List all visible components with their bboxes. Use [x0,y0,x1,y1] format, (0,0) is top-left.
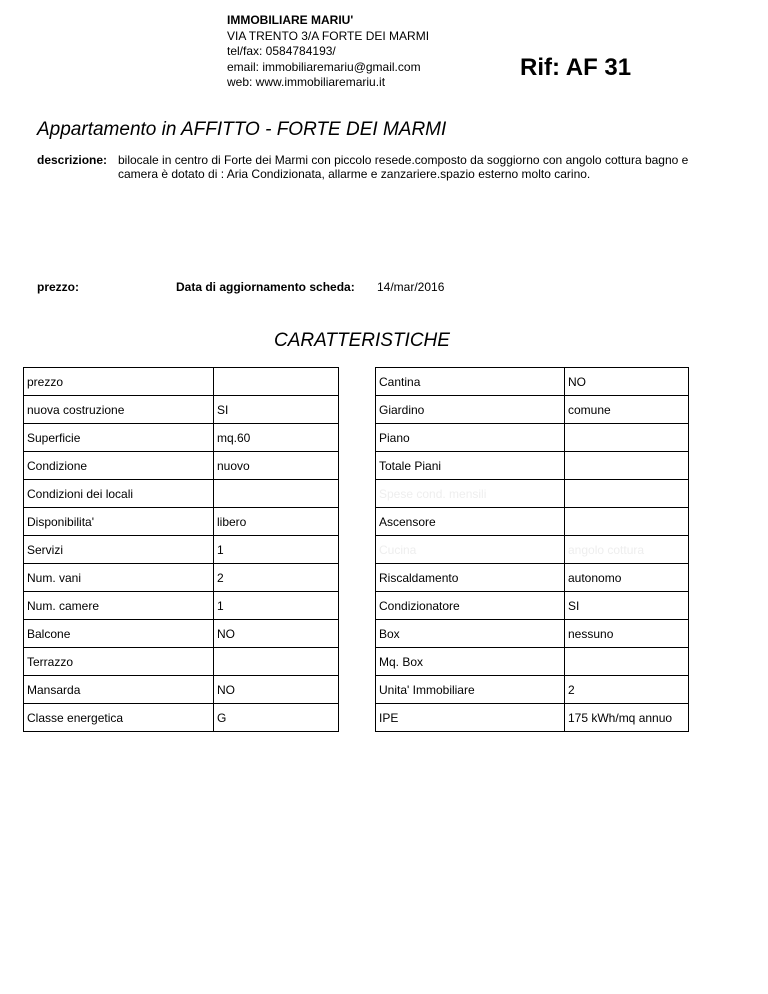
feature-label: Piano [376,424,565,452]
feature-label: IPE [376,704,565,732]
table-row [24,396,339,424]
agency-email: email: immobiliaremariu@gmail.com [227,59,421,74]
table-row [376,704,689,732]
feature-label: nuova costruzione [24,396,214,424]
feature-label: Box [376,620,565,648]
feature-label: Mq. Box [376,648,565,676]
table-row [24,424,339,452]
feature-value: 2 [214,564,339,592]
feature-value: 2 [565,676,689,704]
feature-label: Classe energetica [24,704,214,732]
feature-label: Servizi [24,536,214,564]
feature-value: 1 [214,592,339,620]
listing-title: Appartamento in AFFITTO - FORTE DEI MARMI [37,119,447,140]
feature-value [214,480,339,508]
feature-label: Cucina [376,536,565,564]
feature-value: 175 kWh/mq annuo [565,704,689,732]
feature-value: angolo cottura [565,536,689,564]
feature-value: mq.60 [214,424,339,452]
reference-code: Rif: AF 31 [520,54,632,81]
agency-name: IMMOBILIARE MARIU' [227,13,354,27]
feature-value: G [214,704,339,732]
table-row [24,536,339,564]
feature-label: Cantina [376,368,565,396]
table-row [24,368,339,396]
table-row [376,676,689,704]
feature-label: Num. vani [24,564,214,592]
feature-label: Spese cond. mensili [376,480,565,508]
table-row [24,676,339,704]
update-date-value: 14/mar/2016 [377,280,445,294]
table-row [24,592,339,620]
feature-label: Condizioni dei locali [24,480,214,508]
feature-value [214,368,339,396]
table-row [24,508,339,536]
feature-value [565,452,689,480]
feature-value: nuovo [214,452,339,480]
feature-value: NO [214,676,339,704]
feature-value [565,424,689,452]
table-row [376,508,689,536]
feature-label: Condizionatore [376,592,565,620]
feature-value [214,648,339,676]
table-row [376,368,689,396]
feature-label: Riscaldamento [376,564,565,592]
feature-value [565,508,689,536]
feature-value: SI [214,396,339,424]
table-row [376,452,689,480]
feature-label: Balcone [24,620,214,648]
table-row [24,564,339,592]
table-row [24,480,339,508]
feature-label: Totale Piani [376,452,565,480]
table-row [376,424,689,452]
feature-label: Superficie [24,424,214,452]
table-row [376,564,689,592]
table-row [376,536,689,564]
agency-info [227,13,429,91]
feature-label: Ascensore [376,508,565,536]
agency-phone: tel/fax: 0584784193/ [227,44,336,58]
table-row [376,620,689,648]
feature-value: 1 [214,536,339,564]
table-row [24,704,339,732]
feature-value: NO [214,620,339,648]
description-label: descrizione: [37,153,108,167]
features-table-right [375,367,689,732]
table-row [376,396,689,424]
agency-web: web: www.immobiliaremariu.it [227,75,386,89]
feature-value: NO [565,368,689,396]
table-row [376,592,689,620]
feature-value: autonomo [565,564,689,592]
feature-value: libero [214,508,339,536]
feature-value [565,648,689,676]
feature-value: SI [565,592,689,620]
feature-label: prezzo [24,368,214,396]
feature-value: comune [565,396,689,424]
update-date-label: Data di aggiornamento scheda: [176,280,355,294]
feature-label: Giardino [376,396,565,424]
section-title: CARATTERISTICHE [274,330,450,351]
feature-label: Condizione [24,452,214,480]
table-row [24,452,339,480]
feature-label: Terrazzo [24,648,214,676]
table-row [376,480,689,508]
table-row [376,648,689,676]
table-row [24,620,339,648]
feature-label: Unita' Immobiliare [376,676,565,704]
features-table-left [23,367,339,732]
feature-label: Disponibilita' [24,508,214,536]
description-text: bilocale in centro di Forte dei Marmi con piccolo resede.composto da soggiorno con angolo cottura bagno e camera è dotato di : Aria Condizionata, allarme e zanzariere.spazio esterno molto carino. [118,153,689,181]
agency-address: VIA TRENTO 3/A FORTE DEI MARMI [227,28,430,43]
feature-value [565,480,689,508]
feature-label: Mansarda [24,676,214,704]
table-row [24,648,339,676]
feature-label: Num. camere [24,592,214,620]
price-label: prezzo: [37,280,79,294]
feature-value: nessuno [565,620,689,648]
